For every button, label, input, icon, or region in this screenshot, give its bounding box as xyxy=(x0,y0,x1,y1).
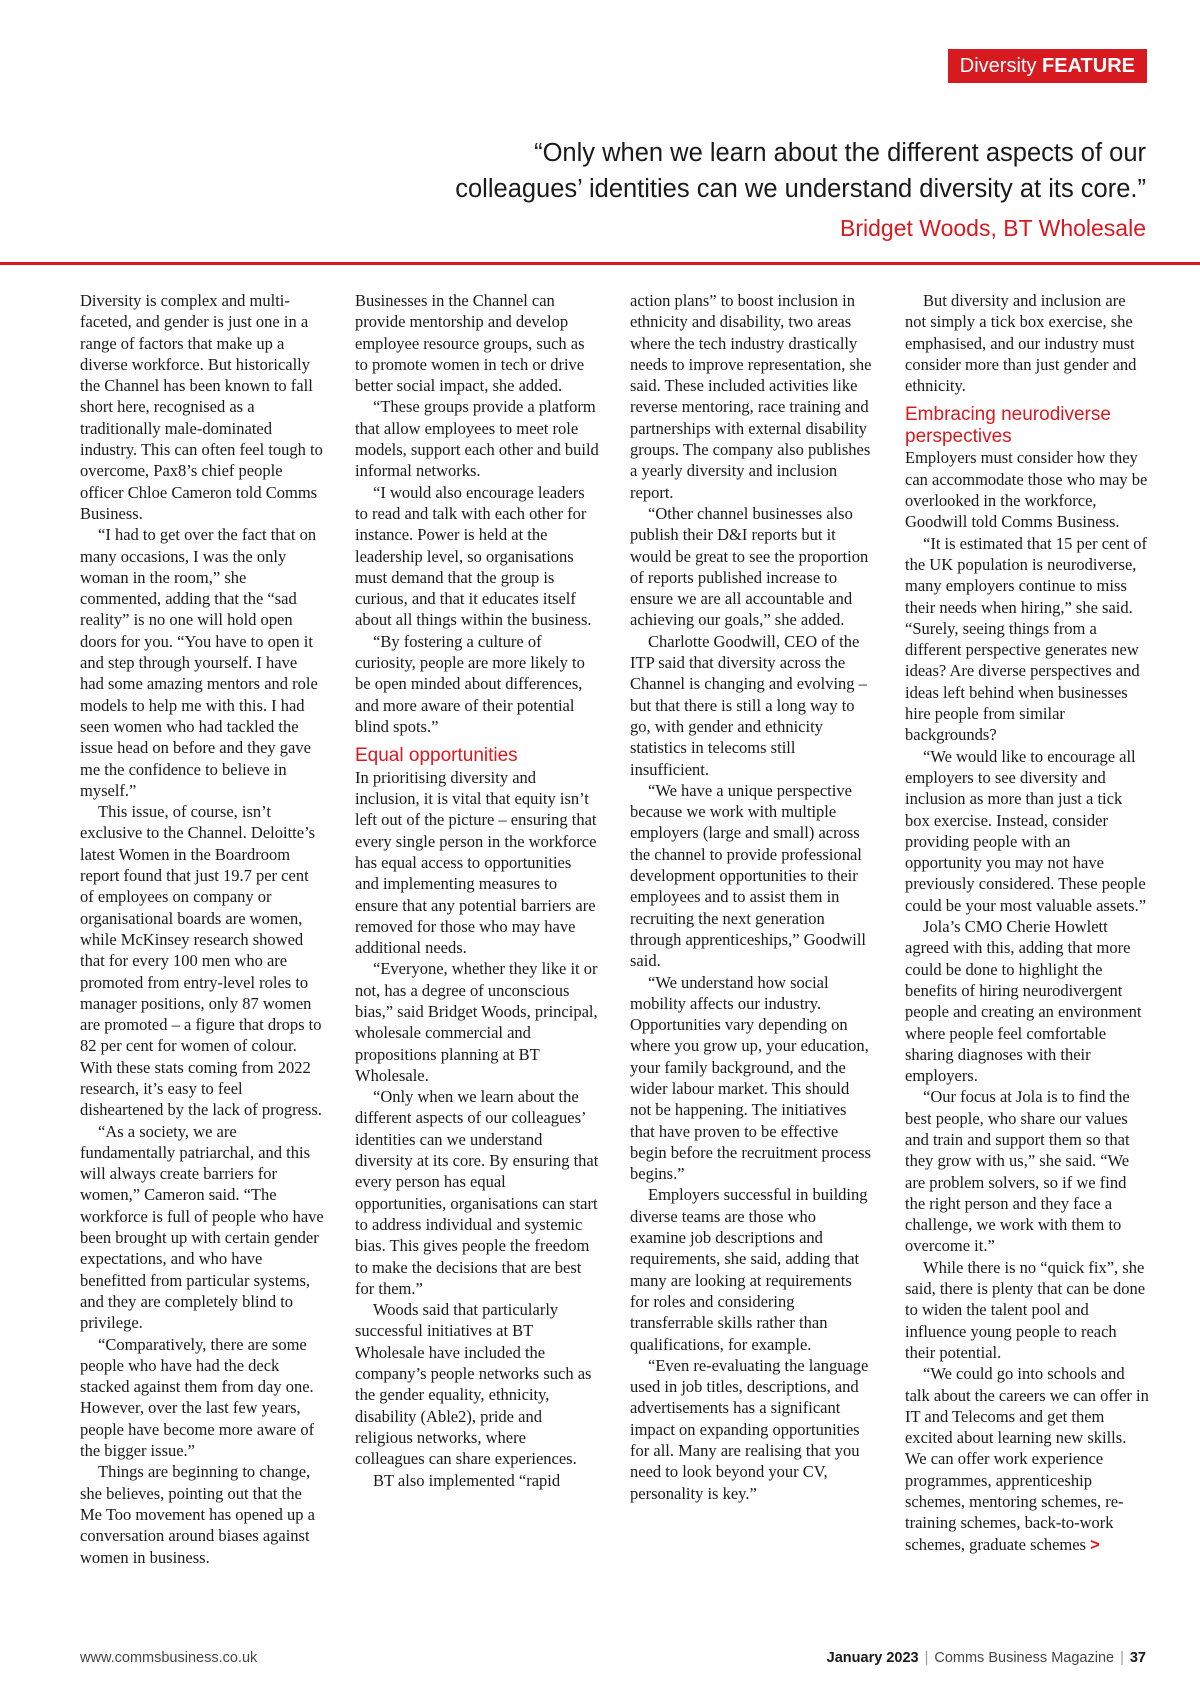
paragraph: Woods said that particularly successful initiatives at BT Wholesale have included the company’s people networks such as the gender equality, ethnicity, disability (Able2), pride and religious networks, where colleagues can share experiences. xyxy=(355,1300,592,1469)
article-body xyxy=(80,290,1150,1620)
footer-separator: | xyxy=(924,1650,929,1666)
footer-publication: Comms Business Magazine xyxy=(934,1650,1115,1666)
paragraph: “Even re-evaluating the language used in job titles, descriptions, and advertisements has a significant impact on expanding opportunities for all. Many are realising that you need to look beyond your CV, personality is key.” xyxy=(630,1355,869,1503)
paragraph-last xyxy=(905,1363,1149,1556)
footer-website: www.commsbusiness.co.uk xyxy=(80,1650,258,1666)
paragraph: “These groups provide a platform that allow employees to meet role models, support each other and build informal networks. xyxy=(355,397,599,481)
column-3 xyxy=(630,290,874,1620)
section-tag-bold: FEATURE xyxy=(1042,55,1135,77)
pullquote-attribution: Bridget Woods, BT Wholesale xyxy=(840,215,1146,241)
column-2 xyxy=(355,290,599,1620)
paragraph: “We understand how social mobility affects our industry. Opportunities vary depending on where you grow up, your education, your family background, and the wider labour market. This should not be happening. The initiatives that have proven to be effective begin before the recruitment process begins.” xyxy=(630,972,871,1184)
paragraph: While there is no “quick fix”, she said, there is plenty that can be done to widen the talent pool and influence young people to reach their potential. xyxy=(905,1257,1146,1362)
column-4 xyxy=(905,290,1149,1620)
section-tag xyxy=(948,49,1147,83)
column-1 xyxy=(80,290,324,1620)
paragraph: Employers successful in building diverse teams are those who examine job descriptions and requirements, she said, adding that many are looking at requirements for roles and considering transferrable skills rather than qualifications, for example. xyxy=(630,1185,868,1354)
subheading-equal-opportunities: Equal opportunities xyxy=(355,745,518,767)
paragraph: “Everyone, whether they like it or not, has a degree of unconscious bias,” said Bridget Woods, principal, wholesale commercial and propositions planning at BT Wholesale. xyxy=(355,959,598,1085)
paragraph: “I had to get over the fact that on many occasions, I was the only woman in the room,” she commented, adding that the “sad reality” is no one will hold open doors for you. “You have to open it and step through yourself. I have had some amazing mentors and role models to help me with this. I had seen women who had tackled the issue head on before and they gave me the confidence to believe in myself.” xyxy=(80,525,318,800)
paragraph: “Other channel businesses also publish their D&I reports but it would be great to see the proportion of reports published increase to ensure we are all accountable and achieving our goals,” she added. xyxy=(630,503,869,630)
paragraph: “Comparatively, there are some people who have had the deck stacked against them from day one. However, over the last few years, people have become more aware of the bigger issue.” xyxy=(80,1334,315,1461)
paragraph: In prioritising diversity and inclusion, it is vital that equity isn’t left out of the picture – ensuring that every single person in the workforce has equal access to opportunities and implementing measures to ensure that any potential barriers are removed for those who may have additional needs. xyxy=(355,767,597,958)
footer-date: January 2023 xyxy=(826,1650,919,1666)
paragraph: action plans” to boost inclusion in ethnicity and disability, two areas where the tech industry drastically needs to improve representation, she said. These included activities like reverse mentoring, race training and partnerships with external disability groups. The company also publishes a yearly diversity and inclusion report. xyxy=(630,291,872,502)
page-number: 37 xyxy=(1129,1650,1146,1666)
paragraph: “We have a unique perspective because we work with multiple employers (large and small) across the channel to provide professional development opportunities to their employees and to assist them in recruiting the next generation through apprenticeships,” Goodwill said. xyxy=(630,780,866,971)
paragraph: “We would like to encourage all employers to see diversity and inclusion as more than just a tick box exercise. Instead, consider providing people with an opportunity you may not have previously considered. These people could be your most valuable assets.” xyxy=(905,746,1147,915)
paragraph-last-text: “We could go into schools and talk about the careers we can offer in IT and Telecoms and get them excited about learning new skills. We can offer work experience programmes, apprenticeship schemes, mentoring schemes, re-training schemes, back-to-work schemes, graduate schemes xyxy=(905,1364,1149,1554)
paragraph: “By fostering a culture of curiosity, people are more likely to be open minded about differences, and more aware of their potential blind spots.” xyxy=(355,631,585,736)
paragraph: This issue, of course, isn’t exclusive to the Channel. Deloitte’s latest Women in the Boardroom report found that just 19.7 per cent of employees on company or organisational boards are women, while McKinsey research showed that for every 100 men who are promoted from entry-level roles to manager positions, only 87 women are promoted – a figure that drops to 82 per cent for women of colour. With these stats coming from 2022 research, it’s easy to feel disheartened by the lack of progress. xyxy=(80,802,322,1120)
paragraph: But diversity and inclusion are not simply a tick box exercise, she emphasised, and our industry must consider more than just gender and ethnicity. xyxy=(905,291,1137,396)
pullquote-text: “Only when we learn about the different aspects of our colleagues’ identities can we understand diversity at its core.” xyxy=(455,139,1146,203)
paragraph: “It is estimated that 15 per cent of the UK population is neurodiverse, many employers continue to miss their needs when hiring,” she said. “Surely, seeing things from a different perspective generates new ideas? Are diverse perspectives and ideas left behind when businesses hire people from similar backgrounds? xyxy=(905,533,1148,745)
section-tag-label: Diversity xyxy=(959,55,1037,77)
paragraph: “I would also encourage leaders to read and talk with each other for instance. Power is held at the leadership level, so organisations must demand that the group is curious, and that it educates itself about all things within the business. xyxy=(355,482,592,630)
paragraph: Things are beginning to change, she believes, pointing out that the Me Too movement has opened up a conversation around biases against women in business. xyxy=(80,1462,315,1567)
paragraph: BT also implemented “rapid xyxy=(373,1470,561,1490)
footer-separator: | xyxy=(1120,1650,1124,1666)
paragraph: “As a society, we are fundamentally patriarchal, and this will always create barriers for women,” Cameron said. “The workforce is full of people who have been brought up with certain gender expectations, and who have benefitted from particular systems, and they are completely blind to privilege. xyxy=(80,1121,324,1333)
continue-arrow-icon: > xyxy=(1090,1535,1100,1554)
pullquote xyxy=(446,135,1146,246)
paragraph: Jola’s CMO Cherie Howlett agreed with this, adding that more could be done to highlight the benefits of hiring neurodivergent people and creating an environment where people feel comfortable sharing diagnoses with their employers. xyxy=(905,917,1142,1086)
footer-info xyxy=(827,1650,1146,1666)
paragraph: Businesses in the Channel can provide mentorship and develop employee resource groups, such as to promote women in tech or drive better social impact, she added. xyxy=(355,291,585,396)
header-divider xyxy=(0,262,1200,265)
paragraph: “Our focus at Jola is to find the best people, who share our values and train and support them so that they grow with us,” she said. “We are problem solvers, so if we find the right person and they face a challenge, we work with them to overcome it.” xyxy=(905,1087,1130,1256)
paragraph: Charlotte Goodwill, CEO of the ITP said that diversity across the Channel is changing and evolving – but that there is still a long way to go, with gender and ethnicity statistics in telecoms still insufficient. xyxy=(630,631,867,779)
paragraph: Diversity is complex and multi-faceted, and gender is just one in a range of factors that make up a diverse workforce. But historically the Channel has been known to fall short here, recognised as a traditionally male-dominated industry. This can often feel tough to overcome, Pax8’s chief people officer Chloe Cameron told Comms Business. xyxy=(80,291,323,523)
subheading-neurodiverse: Embracing neurodiverse perspectives xyxy=(905,404,1111,447)
paragraph: “Only when we learn about the different aspects of our colleagues’ identities can we understand diversity at its core. By ensuring that every person has equal opportunities, organisations can start to address individual and systemic bias. This gives people the freedom to make the decisions that are best for them.” xyxy=(355,1087,599,1298)
paragraph: Employers must consider how they can accommodate those who may be overlooked in the workforce, Goodwill told Comms Business. xyxy=(905,448,1148,532)
